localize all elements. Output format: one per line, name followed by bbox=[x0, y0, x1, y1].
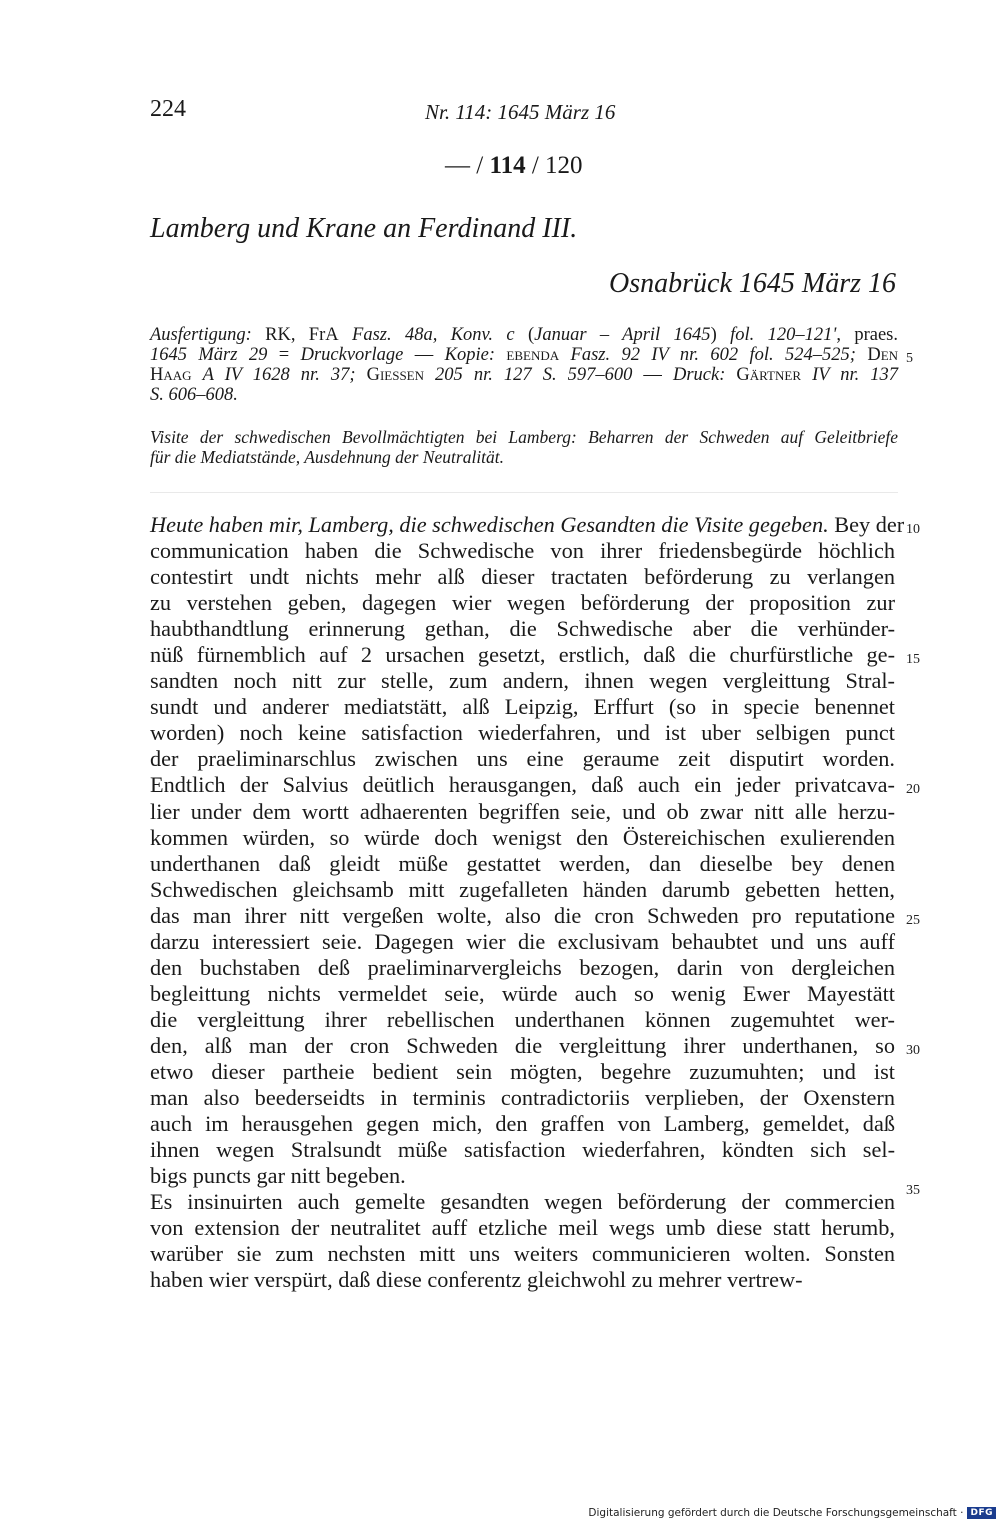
line-number: 30 bbox=[906, 1043, 920, 1058]
body-line bbox=[150, 512, 905, 538]
body-line: nüß fürnemblich auf 2 ursachen gesetzt, erstlich, daß die churfürstliche ge- bbox=[150, 642, 895, 668]
body-line: communication haben die Schwedische von ihrer friedensbegürde höchlich bbox=[150, 538, 895, 564]
running-head: Nr. 114: 1645 März 16 bbox=[425, 100, 616, 124]
body-line: contestirt undt nichts mehr alß dieser tractaten beförderung zu verlangen bbox=[150, 564, 895, 590]
doc-number-suffix: / 120 bbox=[525, 152, 583, 179]
line-number: 15 bbox=[906, 652, 920, 667]
source-line: S. 606–608. bbox=[150, 385, 238, 405]
dfg-logo: DFG bbox=[967, 1507, 996, 1519]
body-line: kommen würden, so würde doch wenigst den Östereichischen exulierenden bbox=[150, 824, 895, 850]
body-line: sandten noch nitt zur stelle, zum andern, ihnen wegen vergleittung Stral- bbox=[150, 668, 895, 694]
body-line: bigs puncts gar nitt begeben. bbox=[150, 1163, 406, 1189]
source-line: 1645 März 29 = Druckvorlage — Kopie: ebenda Fasz. 92 IV nr. 602 fol. 524–525; Den bbox=[150, 345, 899, 365]
body-line: das man ihrer nitt vergeßen wolte, also die cron Schweden pro reputatione bbox=[150, 902, 895, 928]
place-date: Osnabrück 1645 März 16 bbox=[609, 268, 896, 299]
line-number: 5 bbox=[906, 351, 913, 366]
body-opening-rest: Bey der bbox=[828, 512, 905, 537]
summary-line: für die Mediatstände, Ausdehnung der Neutralität. bbox=[150, 447, 505, 467]
body-line: darzu interessiert seie. Dagegen wier die exclusivam behaubtet und uns auff bbox=[150, 928, 895, 954]
source-line: Ausfertigung: RK, FrA Fasz. 48a, Konv. c (Januar – April 1645) fol. 120–121', praes. bbox=[150, 325, 898, 345]
body-line: die vergleittung ihrer rebellischen underthanen können zugemuhtet wer- bbox=[150, 1006, 895, 1032]
line-number: 35 bbox=[906, 1183, 920, 1198]
document-title: Lamberg und Krane an Ferdinand III. bbox=[150, 213, 578, 244]
body-line: Endtlich der Salvius deütlich herausgangen, daß auch ein jeder privatcava- bbox=[150, 772, 895, 798]
body-line: man also beederseidts in terminis contradictoriis verplieben, der Oxenstern bbox=[150, 1085, 895, 1111]
body-line: warüber sie zum nechsten mitt uns weiters communicieren wolten. Sonsten bbox=[150, 1241, 895, 1267]
body-line: haben wier verspürt, daß diese conferentz gleichwohl zu mehrer vertrew- bbox=[150, 1267, 803, 1293]
body-line: Schwedischen gleichsamb mitt zugefalleten händen darumb gebetten hetten, bbox=[150, 876, 895, 902]
body-line: auch im herausgehen gegen mich, den graffen von Lamberg, gemeldet, daß bbox=[150, 1111, 895, 1137]
line-number: 10 bbox=[906, 522, 920, 537]
line-number: 20 bbox=[906, 782, 920, 797]
doc-number-prefix: — / bbox=[445, 152, 490, 179]
source-line: Haag A IV 1628 nr. 37; Giessen 205 nr. 127 S. 597–600 — Druck: Gärtner IV nr. 137 bbox=[150, 365, 899, 385]
body-line: begleittung nichts vermeldet seie, würde auch so wenig Ewer Mayestätt bbox=[150, 980, 895, 1006]
divider bbox=[150, 492, 898, 493]
body-line: worden) noch keine satisfaction wiederfahren, und ist uber selbigen punct bbox=[150, 720, 895, 746]
summary-line: Visite der schwedischen Bevollmächtigten bei Lamberg: Beharren der Schweden auf Geleitbriefe bbox=[150, 427, 898, 447]
source-apparatus bbox=[150, 325, 898, 405]
page-header bbox=[150, 96, 900, 136]
body-line: von extension der neutralitet auff etzliche meil wegs umb diese statt herumb, bbox=[150, 1215, 895, 1241]
body-line: den, alß man der cron Schweden die vergleittung ihrer underthanen, so bbox=[150, 1032, 895, 1058]
body-line: underthanen daß gleidt müße gestattet werden, dan dieselbe bey denen bbox=[150, 850, 895, 876]
body-line: zu verstehen geben, dagegen wier wegen beförderung der proposition zur bbox=[150, 590, 895, 616]
document-number bbox=[445, 152, 583, 180]
body-line: der praeliminarschlus zwischen uns eine geraume zeit disputirt worden. bbox=[150, 746, 895, 772]
body-line: ihnen wegen Stralsundt müße satisfaction wiederfahren, köndten sich sel- bbox=[150, 1137, 895, 1163]
body-line: den buchstaben deß praeliminarvergleichs bezogen, darin von dergleichen bbox=[150, 954, 895, 980]
line-number: 25 bbox=[906, 913, 920, 928]
page-number: 224 bbox=[150, 96, 186, 122]
body-text bbox=[150, 512, 905, 1293]
footer-text: Digitalisierung gefördert durch die Deutsche Forschungsgemeinschaft · bbox=[588, 1507, 964, 1519]
body-line: sundt und anderer mediatstätt, alß Leipzig, Erffurt (so in specie benennet bbox=[150, 694, 895, 720]
footer-credit bbox=[588, 1507, 996, 1519]
body-italic-opening: Heute haben mir, Lamberg, die schwedischen Gesandten die Visite gegeben. bbox=[150, 512, 829, 537]
body-line: haubthandtlung erinnerung gethan, die Schwedische aber die verhünder- bbox=[150, 616, 895, 642]
body-line: lier under dem wortt adhaerenten begriffen seie, und ob zwar nitt alle herzu- bbox=[150, 798, 895, 824]
body-line: Es insinuirten auch gemelte gesandten wegen beförderung der commercien bbox=[150, 1189, 895, 1215]
doc-number-current: 114 bbox=[489, 152, 526, 179]
source-seg: Ausfertigung: bbox=[150, 325, 252, 345]
body-line: etwo dieser partheie bedient sein mögten, begehre zuzumuhten; und ist bbox=[150, 1058, 895, 1084]
summary bbox=[150, 427, 898, 467]
